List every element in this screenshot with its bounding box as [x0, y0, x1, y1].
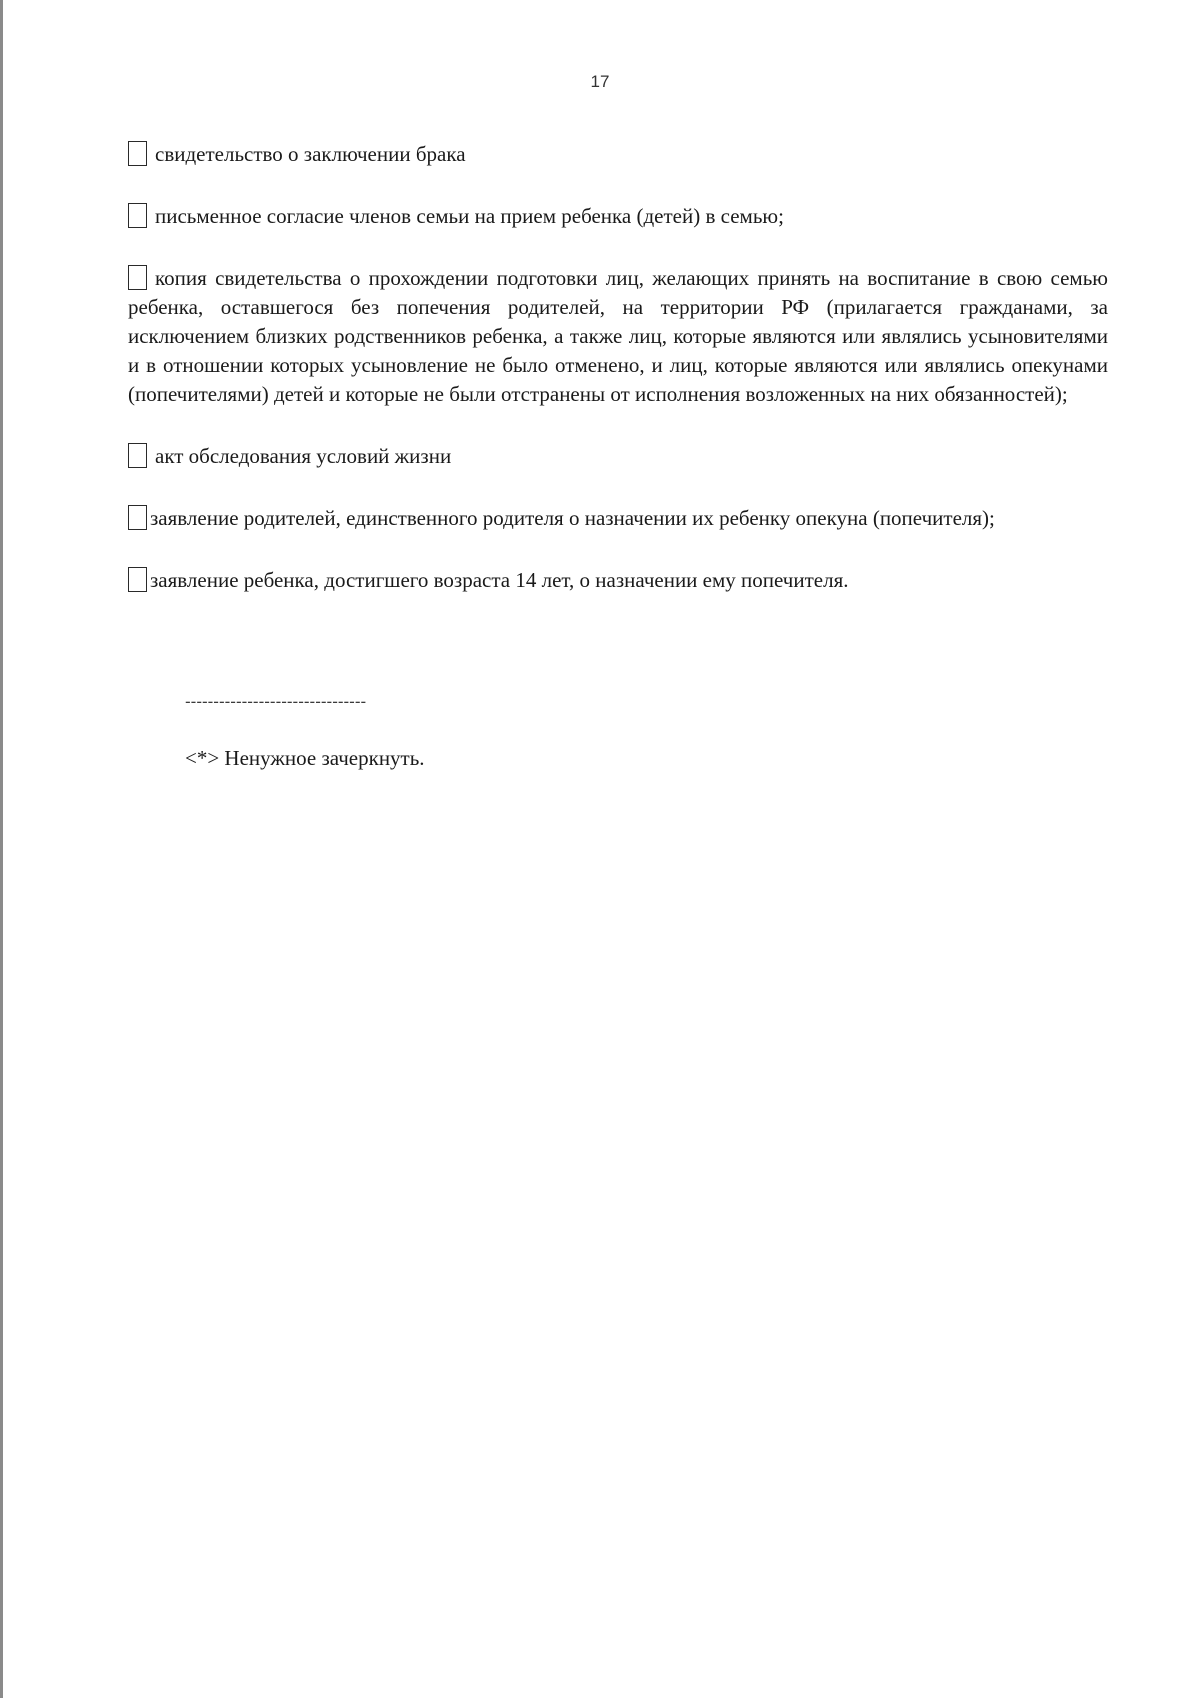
checkbox-icon[interactable] [128, 505, 147, 530]
checklist-item-training-certificate [128, 264, 1108, 409]
checklist-item-text: акт обследования условий жизни [155, 444, 452, 468]
page-number: 17 [590, 72, 610, 91]
checkbox-icon[interactable] [128, 265, 147, 290]
checklist-item-text: копия свидетельства о прохождении подготовки лиц, желающих принять на воспитание в свою семью ребенка, оставшегося без попечения родителей, на территории РФ (прилагается гражданами, за исключением близких родственников ребенка, а также лиц, которые являются или являлись усыновителями и в отношении которых усыновление не было отменено, и лиц, которые являются или являлись опекунами (попечителями) детей и которые не были отстранены от исполнения возложенных на них обязанностей); [128, 266, 1108, 406]
checklist-item-text: заявление родителей, единственного родителя о назначении их ребенку опекуна (попечителя); [150, 506, 995, 530]
checkbox-icon[interactable] [128, 567, 147, 592]
checklist-item-parents-statement [128, 504, 1108, 533]
checkbox-icon[interactable] [128, 141, 147, 166]
checklist-item-child-statement [128, 566, 1108, 595]
checklist-item-text: заявление ребенка, достигшего возраста 14 лет, о назначении ему попечителя. [150, 568, 849, 592]
checklist-item-text: свидетельство о заключении брака [155, 142, 466, 166]
checkbox-icon[interactable] [128, 203, 147, 228]
checkbox-icon[interactable] [128, 443, 147, 468]
footnote-text: <*> Ненужное зачеркнуть. [185, 746, 425, 770]
checklist-item-marriage-certificate [128, 140, 1108, 169]
footnote-separator: -------------------------------- [185, 692, 367, 711]
document-checklist [128, 140, 1108, 628]
left-edge-rule [0, 0, 3, 1698]
checklist-item-living-conditions-act [128, 442, 1108, 471]
checklist-item-text: письменное согласие членов семьи на прием ребенка (детей) в семью; [155, 204, 784, 228]
checklist-item-family-consent [128, 202, 1108, 231]
